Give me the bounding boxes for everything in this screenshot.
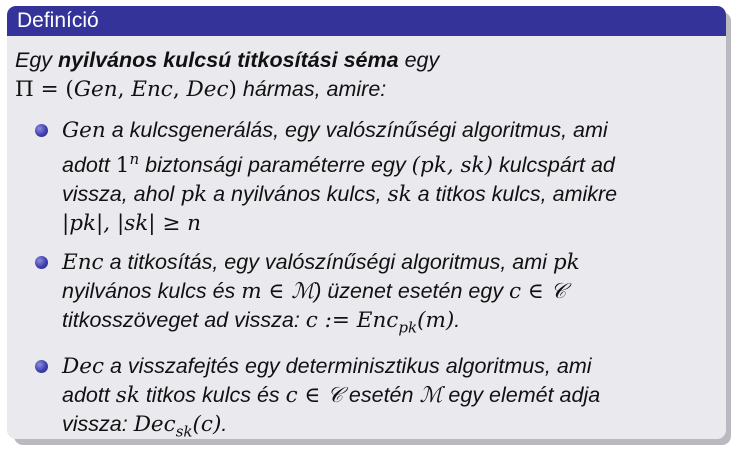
intro-suffix: egy xyxy=(398,48,440,72)
list-item-dec: Dec a visszafejtés egy determinisztikus algoritmus, ami adott sk titkos kulcs és c ∈ 𝒞 esetén ℳ egy elemét adja vissza: Dec$_{sk}$(c). xyxy=(15,352,716,439)
intro-bold-term: nyilvános kulcsú titkosítási séma xyxy=(58,48,399,72)
definition-block xyxy=(7,6,726,439)
intro-line-1 xyxy=(15,46,716,75)
algorithm-list xyxy=(15,116,716,439)
bullet-icon xyxy=(35,360,48,373)
block-title: Definíció xyxy=(7,6,726,36)
list-item-gen: Gen a kulcsgenerálás, egy valószínűségi algoritmus, ami adott 1$^n$ biztonsági paraméterre egy (pk, sk) kulcspárt ad vissza, ahol pk a nyilvános kulcs, sk a titkos kulcs, amikre |pk|, |sk| ≥ n xyxy=(15,116,716,238)
intro-prefix: Egy xyxy=(15,48,59,72)
list-item-enc: Enc a titkosítás, egy valószínűségi algoritmus, ami pk nyilvános kulcs és m ∈ ℳ) üzenet esetén egy c ∈ 𝒞 titkosszöveget ad vissza: c := Enc$_{pk}$(m). xyxy=(15,248,716,342)
bullet-icon xyxy=(35,124,48,137)
intro-line-2 xyxy=(15,75,716,104)
block-body xyxy=(7,36,726,439)
intro-tail: hármas, amire: xyxy=(236,77,387,101)
pi-formula: Π = (Gen, Enc, Dec) xyxy=(15,77,237,102)
bullet-icon xyxy=(35,256,48,269)
